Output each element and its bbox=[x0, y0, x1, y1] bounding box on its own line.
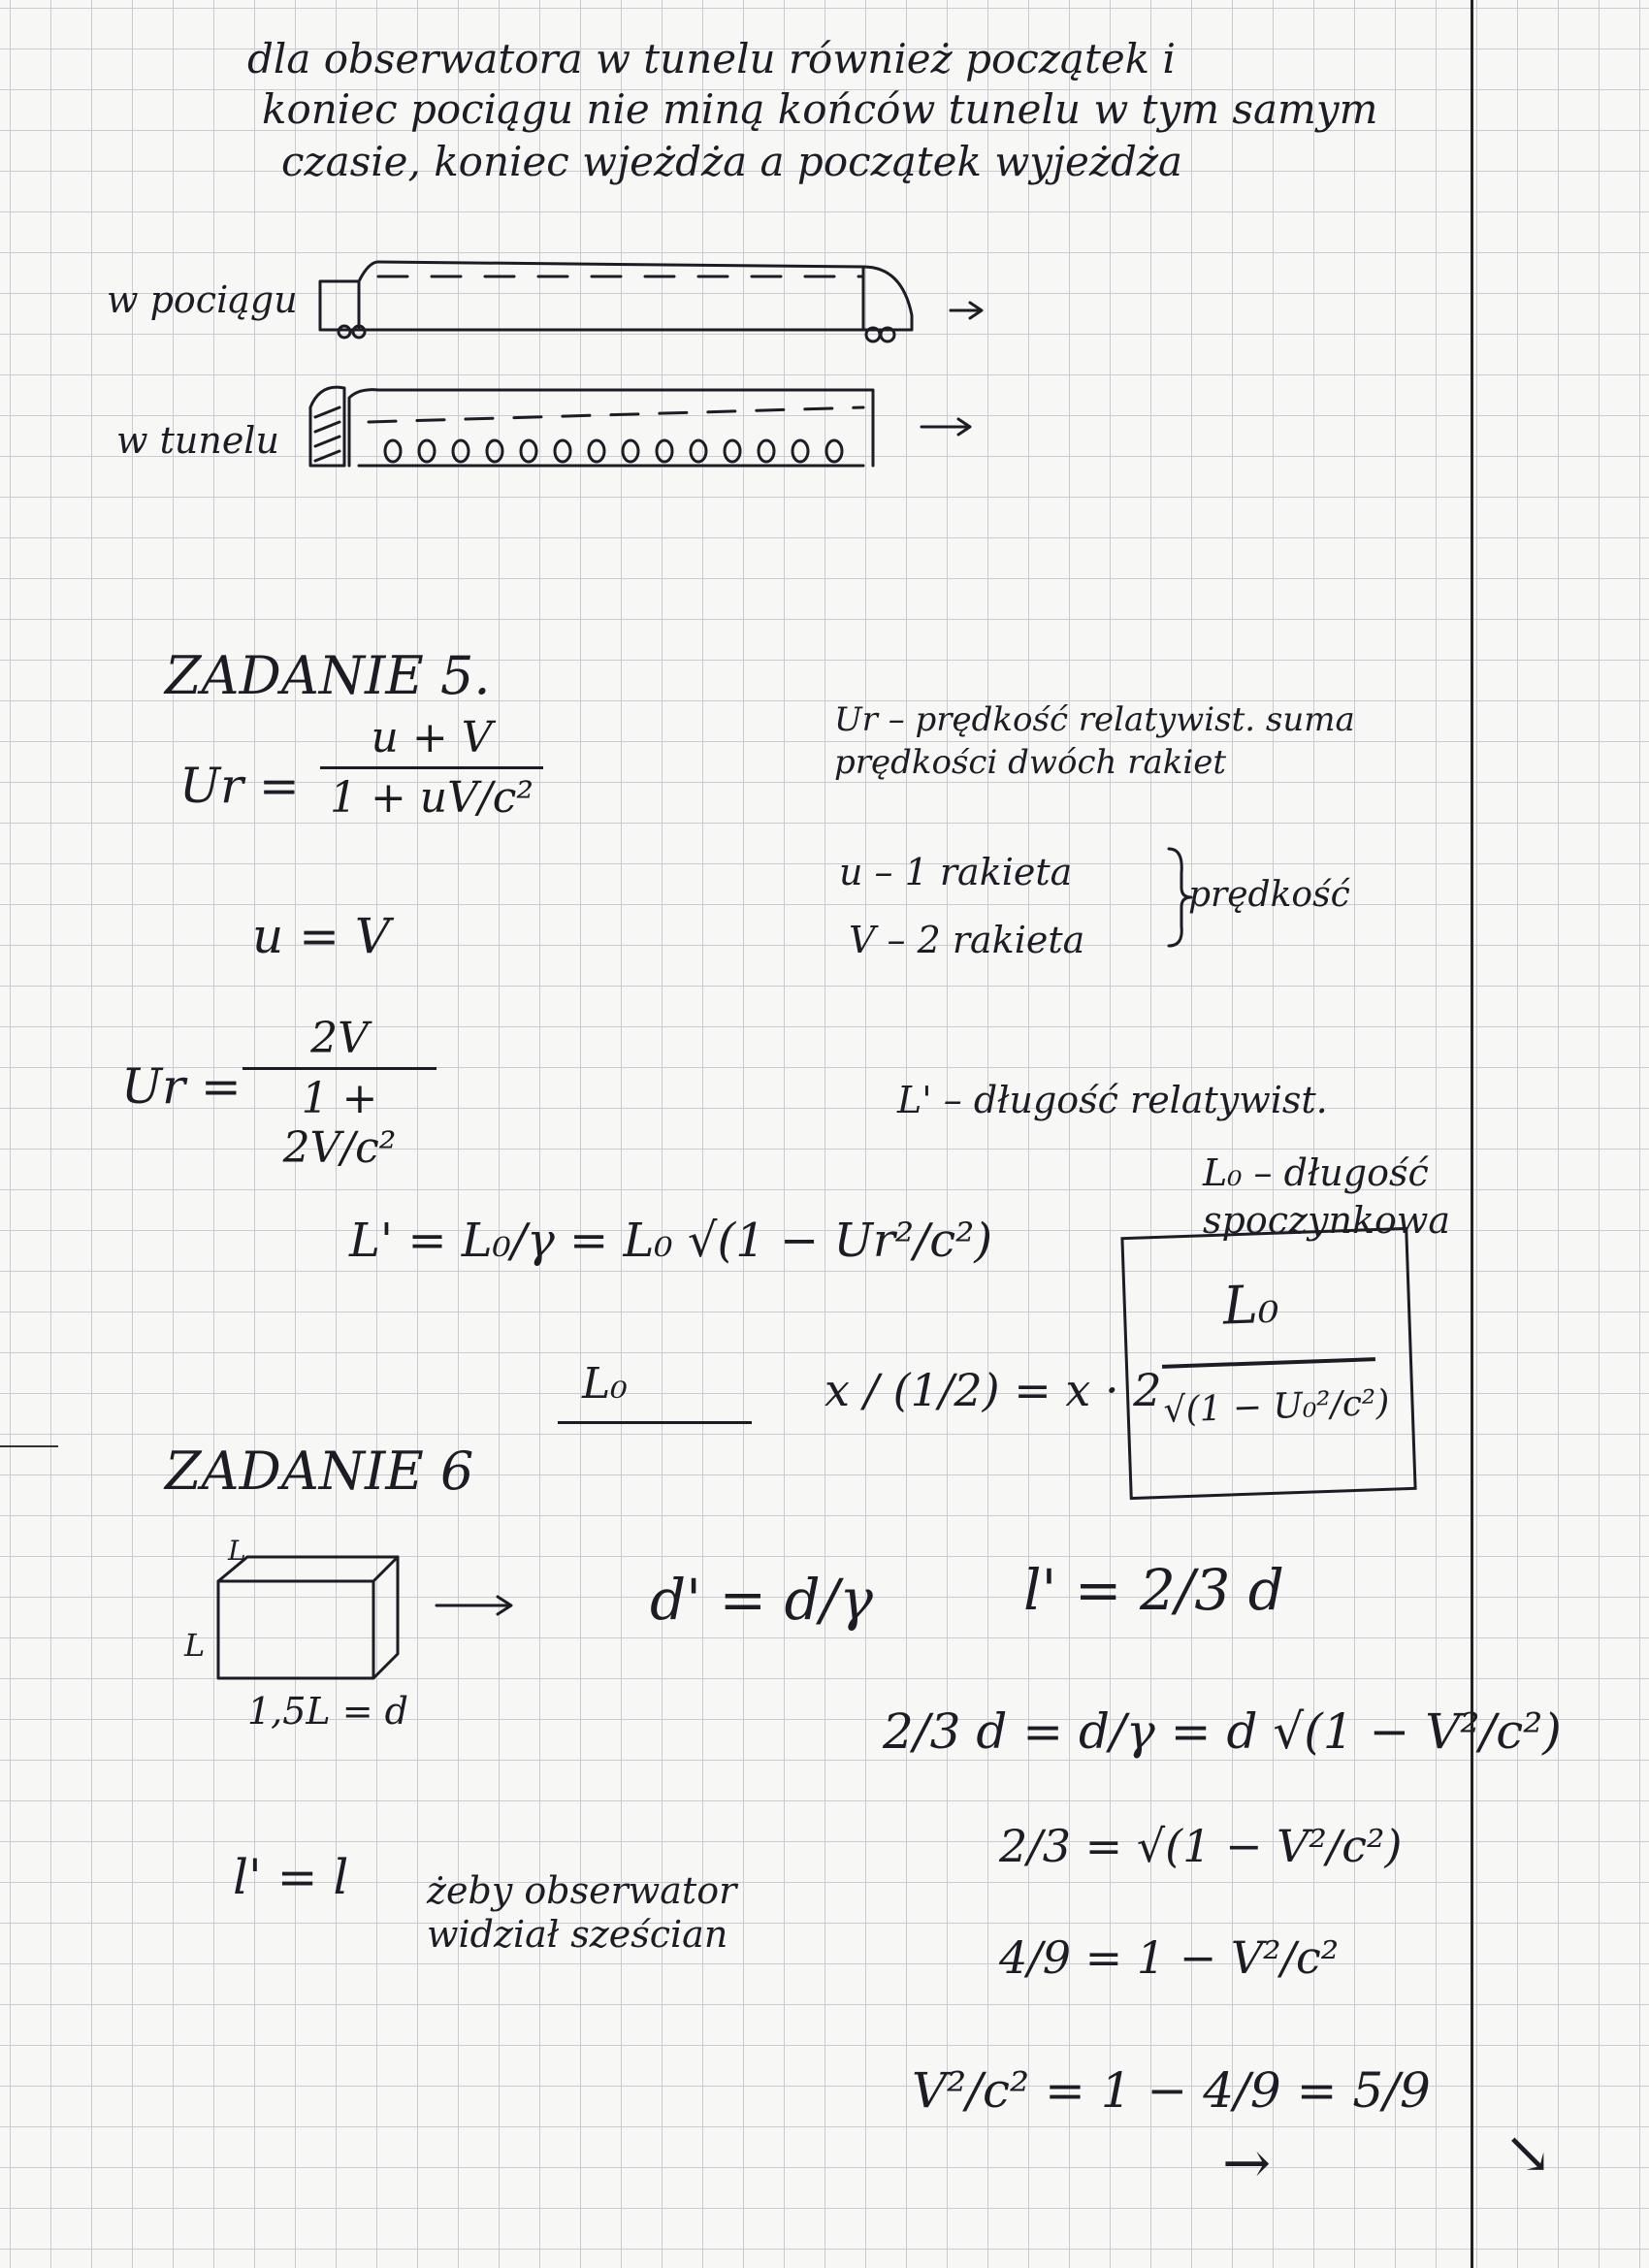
def-u: u – 1 rakieta bbox=[839, 851, 1073, 893]
intro-line-1: dla obserwatora w tunelu również początek i bbox=[247, 35, 1176, 82]
task6-aside-bar bbox=[558, 1421, 752, 1424]
task6-aside-numerator: L₀ bbox=[582, 1359, 628, 1409]
tunnel-sketch bbox=[301, 378, 980, 475]
task5-eq3-denominator: 1 + 2V/c² bbox=[282, 1074, 397, 1173]
task6-condition: l' = l bbox=[233, 1849, 349, 1905]
train-label: w pociągu bbox=[107, 278, 298, 321]
task5-eq1-lhs: Ur = bbox=[179, 758, 300, 814]
task5-eq3-fraction bbox=[242, 1014, 436, 1173]
intro-line-3: czasie, koniec wjeżdża a początek wyjeżdża bbox=[281, 138, 1183, 185]
task5-eq3-lhs: Ur = bbox=[121, 1058, 242, 1115]
task6-condition-note-1: żeby obserwator bbox=[427, 1869, 737, 1912]
task6-title: ZADANIE 6 bbox=[165, 1441, 474, 1502]
tunnel-label: w tunelu bbox=[116, 419, 279, 462]
task5-eq5: x / (1/2) = x · 2 bbox=[824, 1364, 1162, 1416]
def-l0: L₀ – długość spoczynkowa bbox=[1203, 1151, 1451, 1243]
cube-sketch bbox=[209, 1552, 403, 1688]
boxed-formula-denominator: √(1 − U₀²/c²) bbox=[1162, 1382, 1391, 1431]
task5-eq3-numerator: 2V bbox=[310, 1014, 369, 1063]
task5-eq1-denominator: 1 + uV/c² bbox=[329, 773, 534, 823]
task6-eq-final: V²/c² = 1 − 4/9 = 5/9 bbox=[912, 2062, 1431, 2119]
task5-eq1-numerator: u + V bbox=[371, 713, 493, 762]
next-arrow: → bbox=[1222, 2129, 1272, 2197]
boxed-formula-bar bbox=[1162, 1357, 1375, 1369]
cube-arrow bbox=[432, 1591, 519, 1620]
task5-eq4: L' = L₀/γ = L₀ √(1 − Ur²/c²) bbox=[349, 1214, 993, 1268]
boxed-formula-numerator: L₀ bbox=[1221, 1273, 1280, 1337]
page-margin-line bbox=[1471, 0, 1473, 2268]
cube-label-side: L bbox=[184, 1627, 206, 1664]
cube-label-top: L bbox=[228, 1535, 246, 1567]
left-edge-mark bbox=[0, 1445, 58, 1447]
def-speed: prędkość bbox=[1188, 875, 1350, 915]
boxed-formula bbox=[1120, 1227, 1416, 1500]
intro-line-2: koniec pociągu nie miną końców tunelu w tym samym bbox=[262, 85, 1378, 133]
cube-label-d: 1,5L = d bbox=[247, 1690, 408, 1733]
task5-eq2: u = V bbox=[252, 908, 390, 964]
corner-mark: ↘ bbox=[1504, 2120, 1553, 2187]
task5-title: ZADANIE 5. bbox=[165, 645, 491, 706]
def-v: V – 2 rakieta bbox=[849, 919, 1085, 961]
task6-condition-note-2: widział sześcian bbox=[427, 1913, 728, 1956]
train-sketch bbox=[320, 243, 999, 349]
task6-eq-d: d' = d/γ bbox=[650, 1567, 873, 1633]
def-lprime: L' – długość relatywist. bbox=[897, 1079, 1328, 1121]
def-ur: Ur – prędkość relatywist. suma prędkości dwóch rakiet bbox=[834, 700, 1355, 783]
task6-eq-sq: 4/9 = 1 − V²/c² bbox=[999, 1931, 1340, 1984]
task5-eq1-fraction bbox=[320, 713, 543, 823]
task6-eq-sqrt: 2/3 = √(1 − V²/c²) bbox=[999, 1820, 1403, 1872]
task6-eq-l: l' = 2/3 d bbox=[1023, 1557, 1284, 1623]
task6-eq-main: 2/3 d = d/γ = d √(1 − V²/c²) bbox=[883, 1703, 1562, 1760]
